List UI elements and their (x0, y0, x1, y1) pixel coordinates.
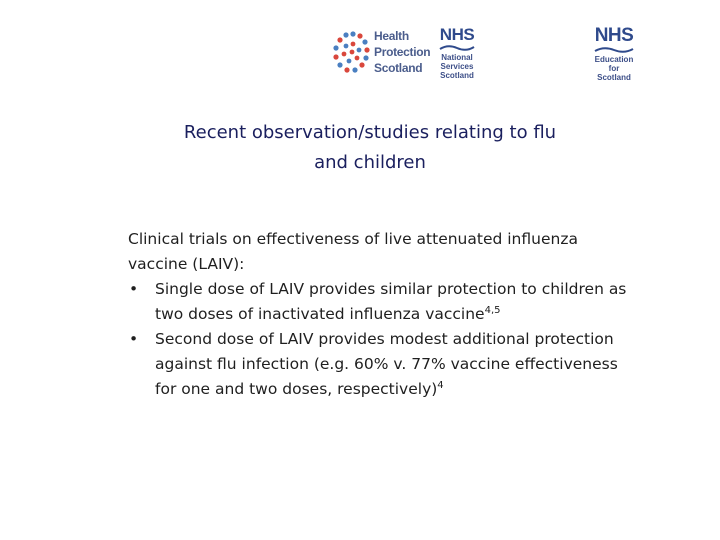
hps-line: Protection (374, 45, 431, 59)
nss-subtitle (436, 53, 478, 80)
nhs-nss-logo (436, 26, 478, 82)
slide-title (120, 118, 620, 178)
bullet-text: Single dose of LAIV provides similar protection to children as two doses of inactivated influenza vaccine (155, 280, 627, 323)
nss-line: Services (440, 62, 474, 71)
nhs-mark: NHS (594, 25, 634, 46)
citation-ref: 4 (437, 379, 444, 391)
hps-line: Scotland (374, 61, 423, 75)
bullet-item (128, 277, 628, 327)
hps-line: Health (374, 29, 409, 43)
citation-ref: 4,5 (484, 304, 501, 316)
saltire-wave-icon (439, 44, 475, 52)
hps-dots-icon (333, 30, 373, 78)
bullet-item (128, 327, 628, 402)
slide-title-line: Recent observation/studies relating to flu (183, 122, 557, 143)
bullet-list (128, 277, 628, 402)
nss-line: National (441, 53, 473, 62)
saltire-wave-icon (594, 46, 634, 54)
education-line: Scotland (597, 73, 631, 82)
hps-wordmark (374, 28, 430, 76)
nhs-mark: NHS (439, 25, 475, 44)
slide-body (128, 227, 628, 402)
nss-line: Scotland (440, 71, 474, 80)
education-line: Education (594, 55, 634, 64)
intro-text: Clinical trials on effectiveness of live attenuated influenza vaccine (LAIV): (128, 230, 578, 273)
nhs-education-logo (590, 26, 638, 88)
education-subtitle (590, 55, 638, 82)
education-line: for (608, 64, 620, 73)
slide-title-line: and children (314, 152, 426, 173)
hps-logo (333, 26, 431, 82)
bullet-text: Second dose of LAIV provides modest additional protection against flu infection (e.g. 60% v. 77% vaccine effectiveness for one and two doses, respectively) (155, 330, 618, 398)
